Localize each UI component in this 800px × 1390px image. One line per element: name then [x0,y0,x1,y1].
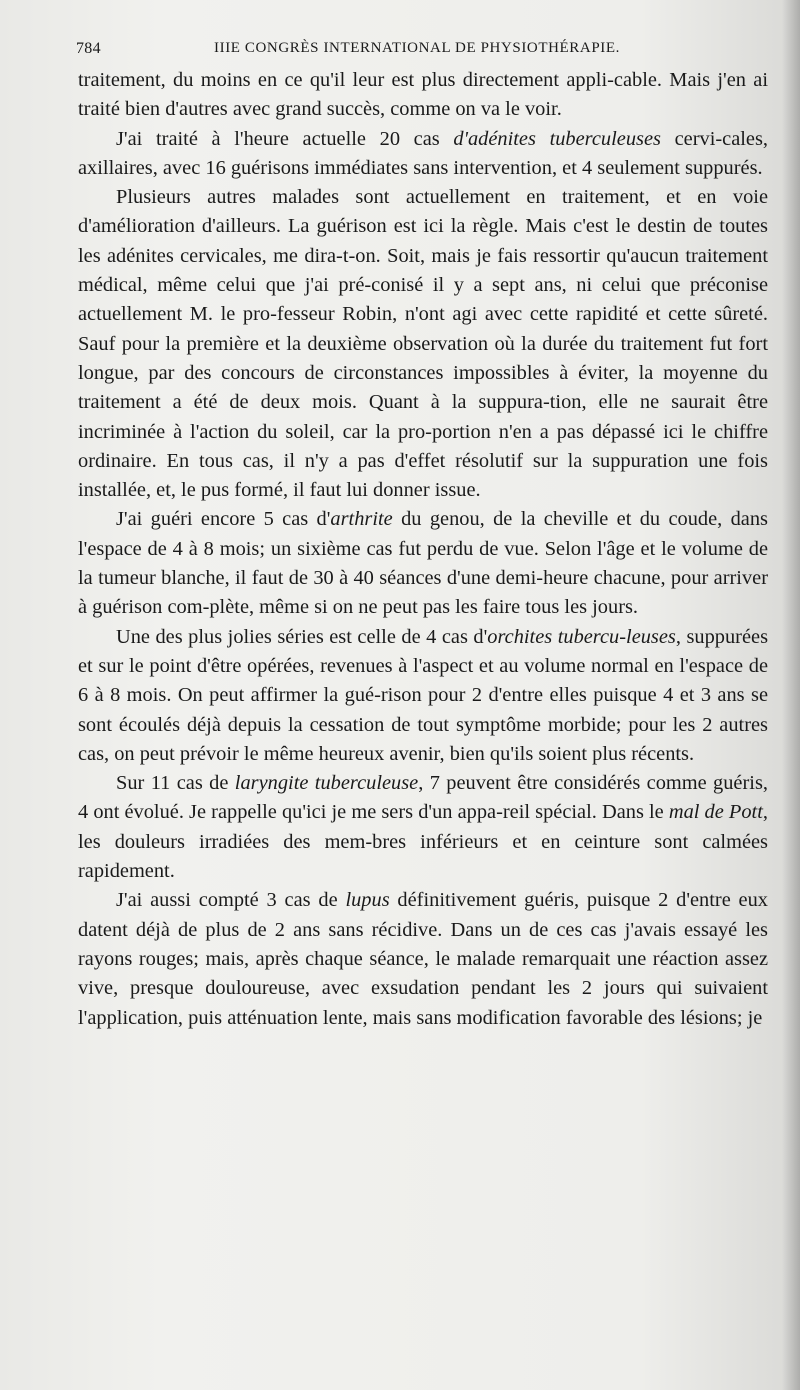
italic-term: laryngite tuberculeuse [234,772,419,795]
page-edge-shadow [782,0,800,1390]
paragraph [78,769,768,886]
body-text [78,66,768,1033]
text-run: du genou, de la cheville et du coude, dans l'espace de 4 à 8 mois; un sixième cas fut perdu de vue. Selon l'âge et le volume de la tumeur blanche, il faut de 30 à 40 séances d'une demi-heure chacune, pour arriver à guérison com-plète, même si on ne peut pas les faire tous les jours. [78,508,768,619]
running-head: IIIE CONGRÈS INTERNATIONAL DE PHYSIOTHÉRAPIE. [214,40,620,56]
italic-term: orchites tubercu-leuses [487,625,676,648]
page-header [76,40,766,66]
paragraph [78,505,768,622]
text-run: Sur 11 cas de [116,772,235,795]
text-run: J'ai traité à l'heure actuelle 20 cas [116,127,454,150]
text-run: J'ai aussi compté 3 cas de [116,889,346,912]
text-run: , 7 peuvent être considérés comme guéris, 4 ont évolué. Je rappelle qu'ici je me sers d'un appa-reil spécial. Dans le [78,772,768,824]
text-run: , suppurées et sur le point d'être opérées, revenues à l'aspect et au volume normal en l'espace de 6 à 8 mois. On peut affirmer la gué-rison pour 2 d'entre elles puisque 4 et 3 ans se sont écoulés déjà depuis la cessation de tout symptôme morbide; pour les 2 autres cas, on peut prévoir le même heureux avenir, bien qu'ils soient plus récents. [78,625,769,765]
page-number: 784 [76,40,101,57]
paragraph [78,623,768,769]
text-run: définitivement guéris, puisque 2 d'entre eux datent déjà de plus de 2 ans sans récidive. Dans un de ces cas j'avais essayé les rayons rouges; mais, après chaque séance, le malade remarquait une réaction assez vive, presque douloureuse, avec exsudation pendant les 2 jours qui suivaient l'application, puis atténuation lente, mais sans modification favorable des lésions; je [78,889,768,1029]
italic-term: d'adénites tuberculeuses [453,127,661,150]
text-run: Plusieurs autres malades sont actuellement en traitement, et en voie d'amélioration d'ailleurs. La guérison est ici la règle. Mais c'est le destin de toutes les adénites cervicales, me dira-t-on. Soit, mais je fais ressortir qu'aucun traitement médical, même celui que j'ai pré-conisé il y a sept ans, ni celui que préconise actuellement M. le pro-fesseur Robin, n'ont agi avec cette rapidité et cette sûreté. Sauf pour la première et la deuxième observation où la durée du traitement fut fort longue, par des concours de circonstances impossibles à éviter, la moyenne du traitement a été de deux mois. Quant à la suppura-tion, elle ne saurait être incriminée à l'action du soleil, car la pro-portion n'en a pas dépassé ici le chiffre ordinaire. En tous cas, il n'y a pas d'effet résolutif sur la suppuration une fois installée, et, le pus formé, il faut lui donner issue. [78,186,768,502]
text-run: Une des plus jolies séries est celle de 4 cas d' [116,625,488,648]
text-run: traitement, du moins en ce qu'il leur est plus directement appli-cable. Mais j'en ai traité bien d'autres avec grand succès, comme on va le voir. [78,69,768,121]
paragraph [78,66,768,125]
text-run: , les douleurs irradiées des mem-bres inférieurs et en ceinture sont calmées rapidement. [78,801,769,883]
italic-term: arthrite [330,508,393,531]
italic-term: lupus [345,889,390,912]
text-run: cervi-cales, axillaires, avec 16 guérisons immédiates sans intervention, et 4 seulement suppurés. [78,127,768,179]
italic-term: mal de Pott [668,801,763,824]
paragraph [78,886,768,1032]
paragraph [78,125,768,184]
text-run: J'ai guéri encore 5 cas d' [116,508,331,531]
paragraph [78,183,768,505]
